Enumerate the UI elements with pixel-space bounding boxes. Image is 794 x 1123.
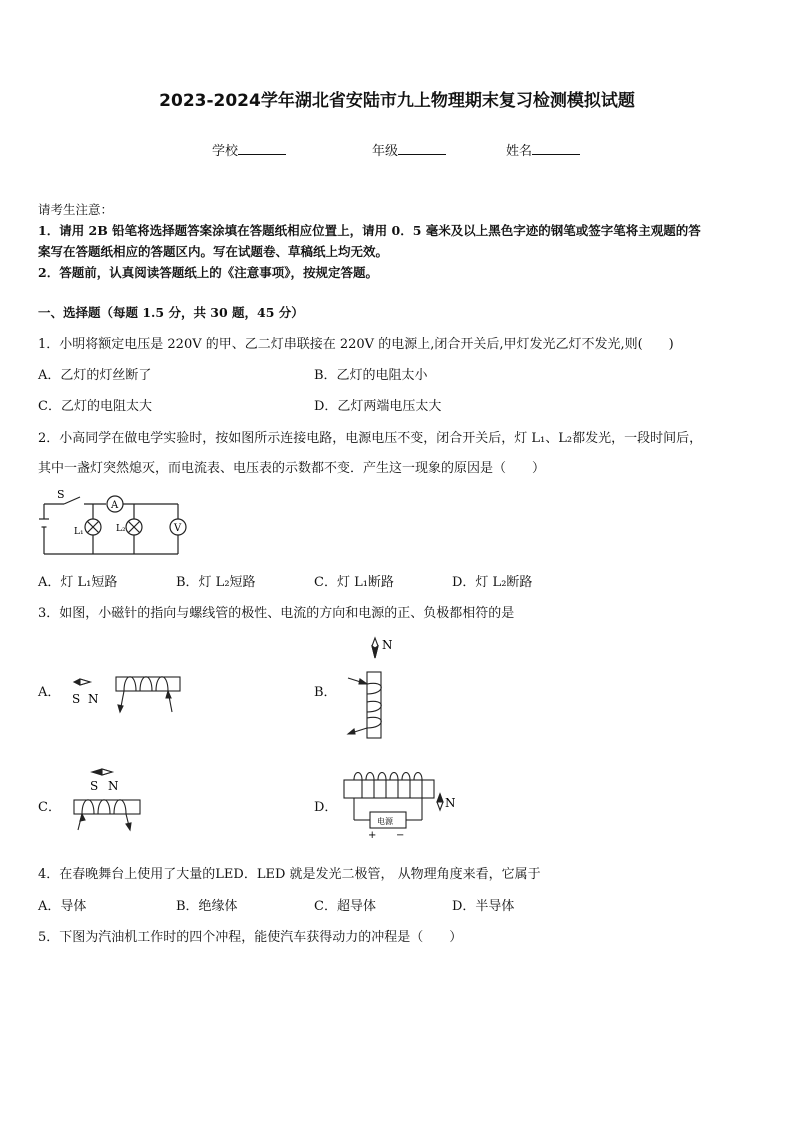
q1-option-d: D．乙灯两端电压太大 bbox=[314, 399, 442, 414]
grade-blank bbox=[398, 142, 446, 155]
voltmeter-label: V bbox=[174, 523, 182, 534]
q4-option-b: B．绝缘体 bbox=[176, 899, 238, 914]
grade-label: 年级 bbox=[372, 144, 399, 159]
ammeter-label: A bbox=[111, 500, 119, 511]
section-heading: 一、选择题（每题 1.5 分，共 30 题，45 分） bbox=[38, 305, 304, 320]
q2-option-c: C．灯 L₁断路 bbox=[314, 575, 394, 590]
q3-option-c-label: C． bbox=[38, 800, 61, 815]
q3-option-b-label: B． bbox=[314, 685, 337, 700]
q3-option-d-label: D． bbox=[314, 800, 338, 815]
switch-label: S bbox=[57, 488, 65, 501]
name-blank bbox=[532, 142, 580, 155]
q1-option-b: B．乙灯的电阻太小 bbox=[314, 368, 428, 383]
q3b-n-pole: N bbox=[382, 638, 393, 652]
q3-figure-b bbox=[340, 636, 410, 742]
q3a-s-pole: S bbox=[72, 692, 81, 706]
question-2-stem-1: 2．小高同学在做电学实验时，按如图所示连接电路，电源电压不变，闭合开关后，灯 L₁、L₂都发光，一段时间后， bbox=[38, 431, 703, 446]
q4-option-c: C．超导体 bbox=[314, 899, 376, 914]
notice-line-2: 2．答题前，认真阅读答题纸上的《注意事项》，按规定答题。 bbox=[38, 265, 378, 280]
q3d-plus-label: + bbox=[368, 830, 377, 841]
q2-option-b: B．灯 L₂短路 bbox=[176, 575, 256, 590]
q3d-power-label: 电源 bbox=[377, 817, 393, 826]
q2-option-a: A．灯 L₁短路 bbox=[38, 575, 118, 590]
q2-circuit-diagram bbox=[36, 486, 196, 558]
q3c-s-pole: S bbox=[90, 779, 99, 793]
notice-heading: 请考生注意： bbox=[38, 202, 114, 217]
question-5-stem: 5．下图为汽油机工作时的四个冲程，能使汽车获得动力的冲程是（ ） bbox=[38, 930, 463, 945]
question-1-stem: 1．小明将额定电压是 220V 的甲、乙二灯串联接在 220V 的电源上,闭合开关后,甲灯发光乙灯不发光,则( ) bbox=[38, 337, 674, 352]
page-title: 2023-2024学年湖北省安陆市九上物理期末复习检测模拟试题 bbox=[159, 91, 635, 111]
q4-option-a: A．导体 bbox=[38, 899, 87, 914]
q3d-minus-label: − bbox=[396, 830, 405, 841]
question-3-stem: 3．如图，小磁针的指向与螺线管的极性、电流的方向和电源的正、负极都相符的是 bbox=[38, 606, 515, 621]
name-field bbox=[506, 140, 580, 159]
q3a-n-pole: N bbox=[88, 692, 99, 706]
notice-line-1b: 案写在答题纸相应的答题区内。写在试题卷、草稿纸上均无效。 bbox=[38, 244, 389, 259]
grade-field bbox=[372, 140, 446, 159]
school-field bbox=[212, 140, 286, 159]
school-label: 学校 bbox=[212, 144, 239, 159]
q3-figure-a bbox=[68, 668, 188, 718]
q3d-n-pole: N bbox=[445, 796, 456, 810]
lamp1-label: L₁ bbox=[74, 527, 84, 537]
school-blank bbox=[238, 142, 286, 155]
question-2-stem-2: 其中一盏灯突然熄灭，而电流表、电压表的示数都不变．产生这一现象的原因是（ ） bbox=[38, 461, 546, 476]
q1-option-c: C．乙灯的电阻太大 bbox=[38, 399, 152, 414]
name-label: 姓名 bbox=[506, 144, 533, 159]
q4-option-d: D．半导体 bbox=[452, 899, 515, 914]
q3c-n-pole: N bbox=[108, 779, 119, 793]
question-4-stem: 4．在春晚舞台上使用了大量的LED．LED 就是发光二极管， 从物理角度来看，它属于 bbox=[38, 867, 541, 882]
notice-line-1a: 1．请用 2B 铅笔将选择题答案涂填在答题纸相应位置上，请用 0．5 毫米及以上黑色字迹的钢笔或签字笔将主观题的答 bbox=[38, 223, 701, 238]
q3-figure-d bbox=[340, 772, 470, 842]
q3-option-a-label: A． bbox=[38, 685, 61, 700]
q2-option-d: D．灯 L₂断路 bbox=[452, 575, 533, 590]
q1-option-a: A．乙灯的灯丝断了 bbox=[38, 368, 152, 383]
lamp2-label: L₂ bbox=[116, 524, 126, 534]
q3-figure-c bbox=[68, 764, 148, 836]
